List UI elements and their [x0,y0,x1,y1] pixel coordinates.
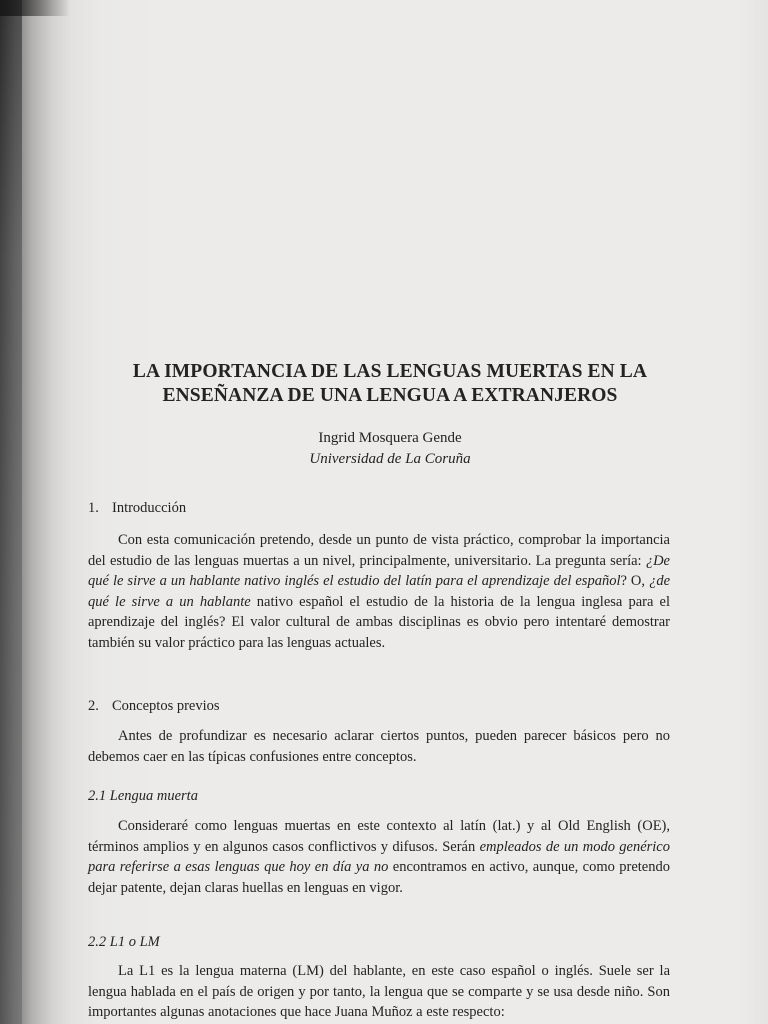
intro-paragraph [88,530,670,654]
author-name: Ingrid Mosquera Gende [318,430,462,446]
section-title: Introducción [112,500,187,516]
page-corner-shadow [0,0,70,16]
lengua-muerta-text-2: encontramos en activo, aunque, como pretendo dejar patente, dejan claras huellas en lenguas en vigor. [88,859,670,896]
author-affiliation: Universidad de La Coruña [309,451,471,467]
title-line-1: LA IMPORTANCIA DE LAS LENGUAS MUERTAS EN LA [132,361,648,382]
intro-text-2: ? O, [620,573,650,590]
section-number: 1. [88,500,99,516]
intro-question-2: ¿de qué le sirve a un hablante [88,573,670,610]
intro-text-1: Con esta comunicación pretendo, desde un punto de vista práctico, comprobar la importancia del estudio de las lenguas muertas a un nivel, principalmente, universitario. La pregunta sería: [88,532,670,569]
lengua-muerta-text-1: Consideraré como lenguas muertas en este contexto al latín (lat.) y al Old English (OE), términos amplios y en algunos casos conflictivos y difusos. Serán [88,818,670,855]
l1-lm-paragraph: La L1 es la lengua materna (LM) del hablante, en este caso español o inglés. Suele ser la lengua hablada en el país de origen y por tanto, la lengua que se comparte y se usa desde niño. Son importantes algunas anotaciones que hace Juana Muñoz a este respecto: [88,963,670,1021]
section-title: Conceptos previos [112,698,220,714]
section-number: 2. [88,698,99,714]
lengua-muerta-italic: empleados de un modo genérico para referirse a esas lenguas que hoy en día ya no [88,838,670,876]
intro-question-1: ¿De qué le sirve a un hablante nativo inglés el estudio del latín para el aprendizaje del español [88,552,670,590]
article-title [80,360,700,408]
section-heading-introduccion [88,498,186,518]
subsection-heading-lengua-muerta: 2.1 Lengua muerta [88,788,198,804]
conceptos-paragraph: Antes de profundizar es necesario aclarar ciertos puntos, pueden parecer básicos pero no debemos caer en las típicas confusiones entre conceptos. [88,728,670,765]
book-spine-shadow [0,0,22,1024]
subsection-heading-l1-lm: 2.2 L1 o LM [88,934,160,950]
lengua-muerta-paragraph [88,816,670,898]
intro-text-3: nativo español el estudio de la historia de la lengua inglesa para el aprendizaje del inglés? El valor cultural de ambas disciplinas es obvio pero intentaré demostrar también su valor práctico para las lenguas actuales. [88,593,670,651]
section-heading-conceptos [88,696,220,716]
title-line-2: ENSEÑANZA DE UNA LENGUA A EXTRANJEROS [162,385,618,406]
